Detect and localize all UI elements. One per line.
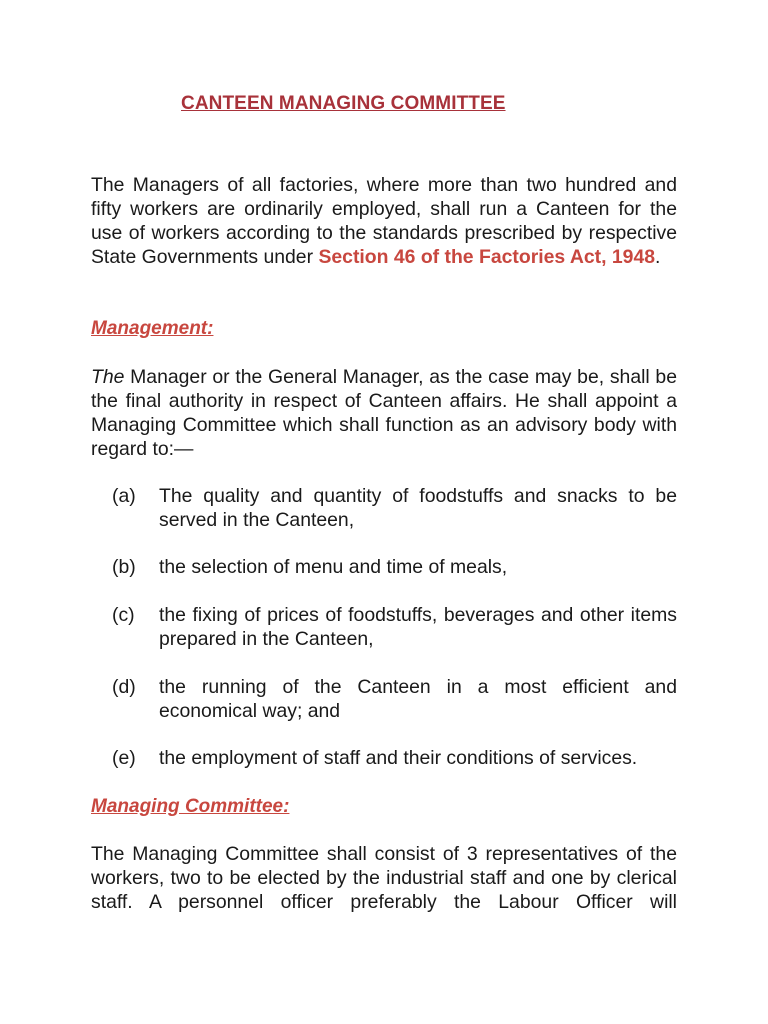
list-item-marker: (e) xyxy=(112,747,136,769)
section-reference: Section 46 of the Factories Act, 1948 xyxy=(318,246,656,268)
list-item-text: the fixing of prices of foodstuffs, beverages and other items prepared in the Canteen, xyxy=(159,604,677,650)
list-item-text: The quality and quantity of foodstuffs and snacks to be served in the Canteen, xyxy=(159,485,677,531)
managing-committee-heading: Managing Committee: xyxy=(91,796,290,817)
management-text: Manager or the General Manager, as the case may be, shall be the final authority in respect of Canteen affairs. He shall appoint a Managing Committee which shall function as an advisory body with regard to:— xyxy=(91,366,677,460)
list-item-text: the employment of staff and their conditions of services. xyxy=(159,747,638,769)
list-item-marker: (b) xyxy=(112,556,136,578)
management-heading: Management: xyxy=(91,318,214,339)
intro-end: . xyxy=(655,246,661,268)
intro-paragraph xyxy=(91,173,677,269)
list-item-marker: (a) xyxy=(112,485,136,507)
management-lead: The xyxy=(91,366,125,388)
list-item-marker: (c) xyxy=(112,604,135,626)
page-title: CANTEEN MANAGING COMMITTEE xyxy=(181,93,506,114)
management-paragraph xyxy=(91,365,677,461)
managing-committee-paragraph: The Managing Committee shall consist of 3 representatives of the workers, two to be elected by the industrial staff and one by clerical staff. A personnel officer preferably the Labour Officer will xyxy=(91,843,677,913)
intro-text: The Managers of all factories, where more than two hundred and fifty workers are ordinarily employed, shall run a Canteen for the use of workers according to the standards prescribed by respective State Governments under xyxy=(91,174,677,268)
list-item-marker: (d) xyxy=(112,676,136,698)
list-item-text: the running of the Canteen in a most efficient and economical way; and xyxy=(159,676,677,722)
list-item-text: the selection of menu and time of meals, xyxy=(159,556,508,578)
